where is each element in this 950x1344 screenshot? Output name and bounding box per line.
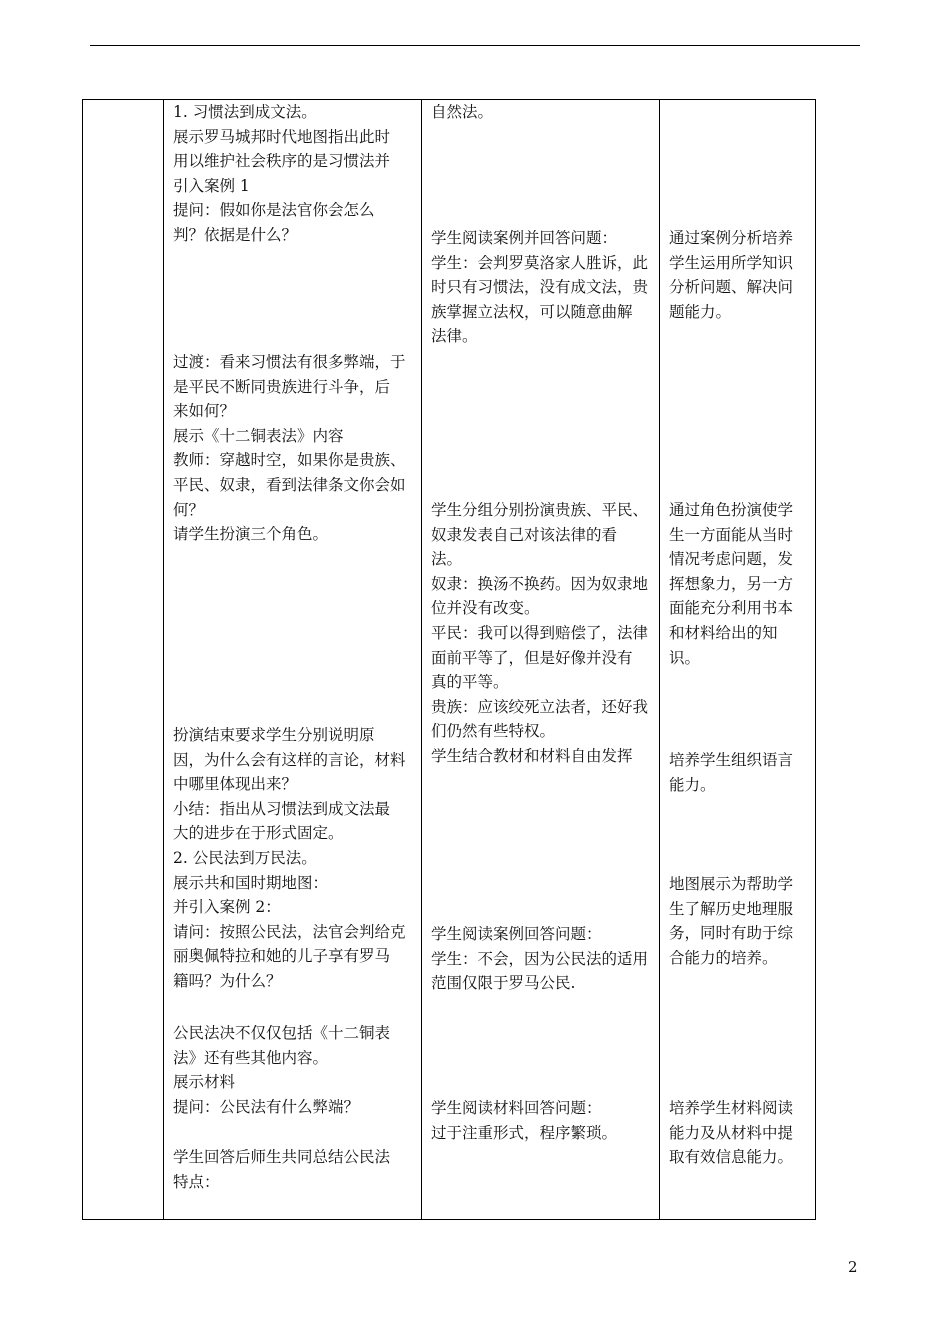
text-line: 通过角色扮演使学: [669, 501, 794, 519]
text-line: 合能力的培养。: [669, 948, 778, 967]
column-divider: [163, 100, 164, 1219]
page-number: 2: [848, 1258, 858, 1276]
text-line: 判？依据是什么？: [173, 225, 298, 244]
text-line: 们仍然有些特权。: [431, 722, 556, 741]
text-line: 面能充分利用书本: [669, 599, 794, 618]
text-line: 通过案例分析培养: [669, 229, 794, 247]
text-line: 题能力。: [669, 302, 732, 321]
teacher-activity-block: [173, 350, 413, 547]
text-line: 真的平等。: [431, 673, 509, 692]
text-line: 学生：不会，因为公民法的适用: [431, 949, 649, 968]
text-line: 因，为什么会有这样的言论，材料: [173, 750, 406, 769]
text-line: 请问：按照公民法，法官会判给克: [173, 922, 406, 941]
teacher-activity-block: [173, 1021, 413, 1119]
text-line: 奴隶：换汤不换药。因为奴隶地: [431, 574, 649, 593]
text-line: 学生：会判罗莫洛家人胜诉，此: [431, 253, 649, 272]
text-line: 和材料给出的知: [669, 623, 778, 642]
column-divider: [659, 100, 660, 1219]
text-line: 挥想象力，另一方: [669, 574, 794, 593]
text-line: 是平民不断同贵族进行斗争，后: [173, 377, 391, 396]
student-activity-block: [431, 922, 657, 996]
text-line: 籍吗？为什么？: [173, 971, 282, 990]
text-line: 面前平等了，但是好像并没有: [431, 648, 633, 667]
teacher-activity-block: [173, 100, 413, 248]
text-line: 能力。: [669, 775, 716, 794]
design-intent-block: [669, 226, 811, 324]
text-line: 范围仅限于罗马公民.: [431, 974, 576, 993]
text-line: 小结：指出从习惯法到成文法最: [173, 799, 391, 818]
student-activity-block: [431, 226, 657, 349]
lesson-table: [82, 99, 816, 1220]
text-line: 学生阅读案例回答问题：: [431, 925, 602, 943]
text-line: 大的进步在于形式固定。: [173, 824, 344, 843]
text-line: 丽奥佩特拉和她的儿子享有罗马: [173, 947, 391, 966]
text-line: 扮演结束要求学生分别说明原: [173, 726, 375, 744]
text-line: 能力及从材料中提: [669, 1123, 794, 1142]
text-line: 地图展示为帮助学: [669, 875, 794, 893]
text-line: 生了解历史地理服: [669, 899, 794, 918]
text-line: 提问：假如你是法官你会怎么: [173, 201, 375, 220]
text-line: 学生阅读案例并回答问题：: [431, 229, 618, 247]
text-line: 情况考虑问题，发: [669, 550, 794, 569]
text-line: 分析问题、解决问: [669, 278, 794, 297]
text-line: 奴隶发表自己对该法律的看: [431, 525, 618, 544]
text-line: 何？: [173, 500, 205, 519]
text-line: 展示《十二铜表法》内容: [173, 426, 344, 445]
text-line: 提问：公民法有什么弊端？: [173, 1097, 360, 1116]
text-line: 法》还有些其他内容。: [173, 1048, 329, 1067]
text-line: 时只有习惯法，没有成文法，贵: [431, 278, 649, 297]
teacher-activity-block: [173, 1145, 413, 1194]
text-line: 过于注重形式，程序繁琐。: [431, 1123, 618, 1142]
text-line: 2. 公民法到万民法。: [173, 848, 317, 867]
text-line: 平民、奴隶，看到法律条文你会如: [173, 475, 406, 494]
text-line: 平民：我可以得到赔偿了，法律: [431, 623, 649, 642]
text-line: 用以维护社会秩序的是习惯法并: [173, 152, 391, 171]
text-line: 取有效信息能力。: [669, 1148, 794, 1167]
header-rule: [90, 45, 860, 46]
text-line: 引入案例 1: [173, 176, 250, 195]
text-line: 并引入案例 2：: [173, 898, 281, 917]
student-activity-block: [431, 100, 657, 125]
teacher-activity-block: [173, 723, 413, 994]
text-line: 特点：: [173, 1172, 220, 1191]
text-line: 展示材料: [173, 1073, 236, 1092]
text-line: 培养学生材料阅读: [669, 1099, 794, 1117]
text-line: 识。: [669, 648, 701, 667]
design-intent-block: [669, 1096, 811, 1170]
text-line: 法。: [431, 550, 463, 569]
text-line: 中哪里体现出来？: [173, 775, 298, 794]
text-line: 自然法。: [431, 103, 494, 121]
design-intent-block: [669, 498, 811, 670]
text-line: 学生阅读材料回答问题：: [431, 1099, 602, 1117]
text-line: 过渡：看来习惯法有很多弊端，于: [173, 353, 406, 371]
design-intent-block: [669, 748, 811, 797]
text-line: 公民法决不仅仅包括《十二铜表: [173, 1024, 391, 1042]
student-activity-block: [431, 498, 657, 769]
student-activity-block: [431, 1096, 657, 1145]
text-line: 务，同时有助于综: [669, 924, 794, 943]
text-line: 学生分组分别扮演贵族、平民、: [431, 501, 649, 519]
column-divider: [421, 100, 422, 1219]
design-intent-block: [669, 872, 811, 970]
text-line: 学生运用所学知识: [669, 253, 794, 272]
text-line: 位并没有改变。: [431, 599, 540, 618]
text-line: 学生回答后师生共同总结公民法: [173, 1148, 391, 1166]
text-line: 族掌握立法权，可以随意曲解: [431, 302, 633, 321]
text-line: 展示罗马城邦时代地图指出此时: [173, 127, 391, 146]
text-line: 来如何？: [173, 402, 236, 421]
text-line: 贵族：应该绞死立法者，还好我: [431, 697, 649, 716]
text-line: 教师：穿越时空，如果你是贵族、: [173, 451, 406, 470]
text-line: 培养学生组织语言: [669, 751, 794, 769]
text-line: 展示共和国时期地图：: [173, 873, 329, 892]
text-line: 1. 习惯法到成文法。: [173, 103, 317, 121]
text-line: 法律。: [431, 327, 478, 346]
text-line: 学生结合教材和材料自由发挥: [431, 746, 633, 765]
text-line: 请学生扮演三个角色。: [173, 525, 329, 544]
text-line: 生一方面能从当时: [669, 525, 794, 544]
